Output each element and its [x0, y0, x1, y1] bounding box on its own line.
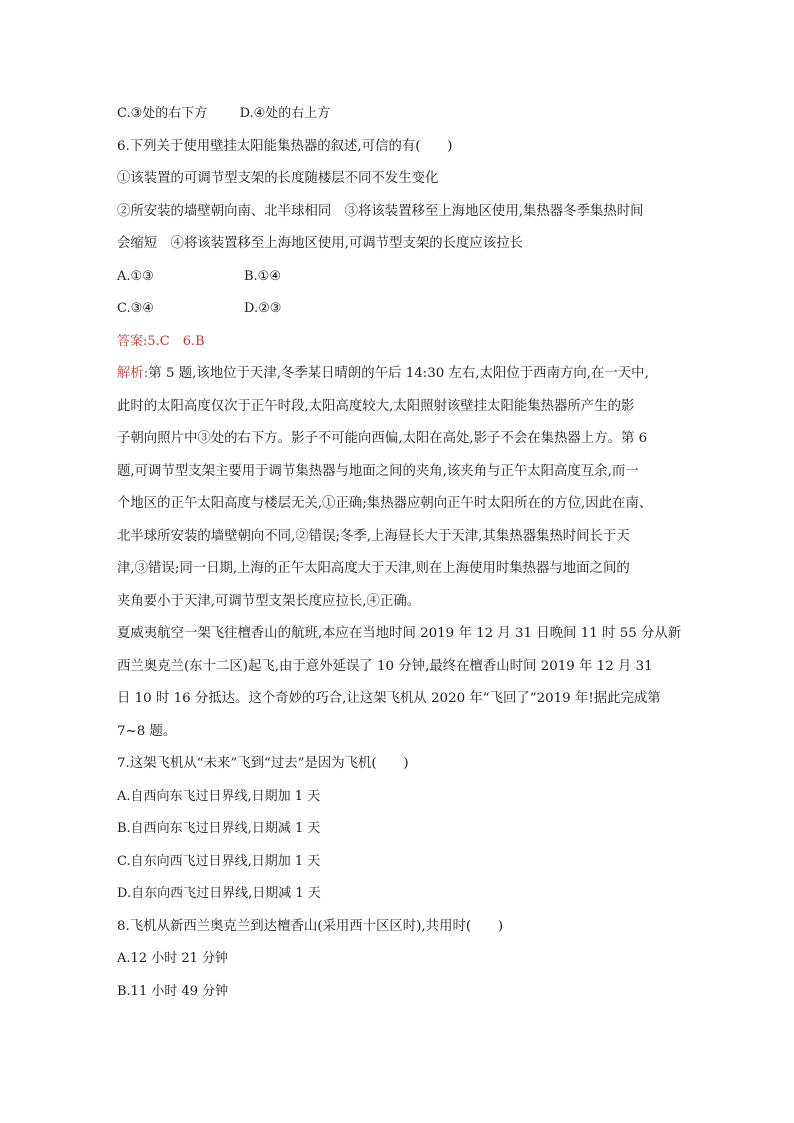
q6-option-b: B.①④	[244, 268, 281, 284]
passage-line-1: 夏威夷航空一架飞往檀香山的航班,本应在当地时间 2019 年 12 月 31 日晚间 11 时 55 分从新	[117, 626, 682, 641]
q5-option-c: C.③处的右下方	[117, 106, 208, 121]
q6-option-c: C.③④	[117, 301, 154, 316]
q7-option-a: A.自西向东飞过日界线,日期加 1 天	[117, 788, 321, 804]
answer-label: 答案:	[117, 333, 148, 349]
analysis-line-2: 此时的太阳高度仅次于正午时段,太阳高度较大,太阳照射该壁挂太阳能集热器所产生的影	[117, 398, 635, 414]
analysis-text-1: 第 5 题,该地位于天津,冬季某日晴朗的午后 14:30 左右,太阳位于西南方向,在一天中,	[148, 366, 649, 381]
answer-line	[117, 326, 687, 359]
q6-statement-line-2: ②所安装的墙壁朝向南、北半球相同 ③将该装置移至上海地区使用,集热器冬季集热时间	[117, 203, 644, 219]
q6-option-a: A.①③	[117, 268, 154, 284]
passage-line-2: 西兰奥克兰(东十二区)起飞,由于意外延误了 10 分钟,最终在檀香山时间 2019 年 12 月 31	[117, 658, 653, 674]
analysis-line-8: 夹角要小于天津,可调节型支架长度应拉长,④正确。	[117, 593, 421, 609]
q7-option-b: B.自西向东飞过日界线,日期减 1 天	[117, 821, 321, 836]
answer-text: 5.C 6.B	[147, 333, 205, 349]
q7-option-d: D.自东向西飞过日界线,日期减 1 天	[117, 886, 321, 901]
analysis-line-1	[117, 358, 687, 391]
q6-option-d: D.②③	[244, 301, 282, 316]
q6-options-row-cd	[117, 293, 687, 326]
q6-stem: 6.下列关于使用壁挂太阳能集热器的叙述,可信的有( )	[117, 138, 453, 154]
passage-line-3: 日 10 时 16 分抵达。这个奇妙的巧合,让这架飞机从 2020 年“飞回了”2019 年!据此完成第	[117, 691, 661, 706]
q7-option-c: C.自东向西飞过日界线,日期加 1 天	[117, 853, 321, 869]
document-page	[117, 98, 687, 1008]
q6-statement-line-3: 会缩短 ④将该装置移至上海地区使用,可调节型支架的长度应该拉长	[117, 236, 523, 251]
analysis-label: 解析:	[117, 366, 149, 381]
q8-stem: 8.飞机从新西兰奥克兰到达檀香山(采用西十区区时),共用时( )	[117, 918, 504, 934]
q7-stem: 7.这架飞机从“未来”飞到“过去”是因为飞机( )	[117, 756, 409, 771]
analysis-line-7: 津,③错误;同一日期,上海的正午太阳高度大于天津,则在上海使用时集热器与地面之间的	[117, 561, 630, 576]
q5-option-d: D.④处的右上方	[239, 106, 331, 121]
q6-statement-line-1: ①该装置的可调节型支架的长度随楼层不同不发生变化	[117, 171, 439, 186]
analysis-line-5: 个地区的正午太阳高度与楼层无关,①正确;集热器应朝向正午时太阳所在的方位,因此在南、	[117, 496, 653, 511]
analysis-line-3: 子朝向照片中③处的右下方。影子不可能向西偏,太阳在高处,影子不会在集热器上方。第 6	[117, 431, 648, 446]
q6-options-row-ab	[117, 261, 687, 294]
analysis-line-6: 北半球所安装的墙壁朝向不同,②错误;冬季,上海昼长大于天津,其集热器集热时间长于天	[117, 528, 630, 544]
q5-options-row-cd	[117, 98, 687, 131]
passage-line-4: 7~8 题。	[117, 723, 177, 739]
q8-option-a: A.12 小时 21 分钟	[117, 951, 229, 966]
analysis-line-4: 题,可调节型支架主要用于调节集热器与地面之间的夹角,该夹角与正午太阳高度互余,而一	[117, 463, 639, 479]
q8-option-b: B.11 小时 49 分钟	[117, 983, 229, 999]
